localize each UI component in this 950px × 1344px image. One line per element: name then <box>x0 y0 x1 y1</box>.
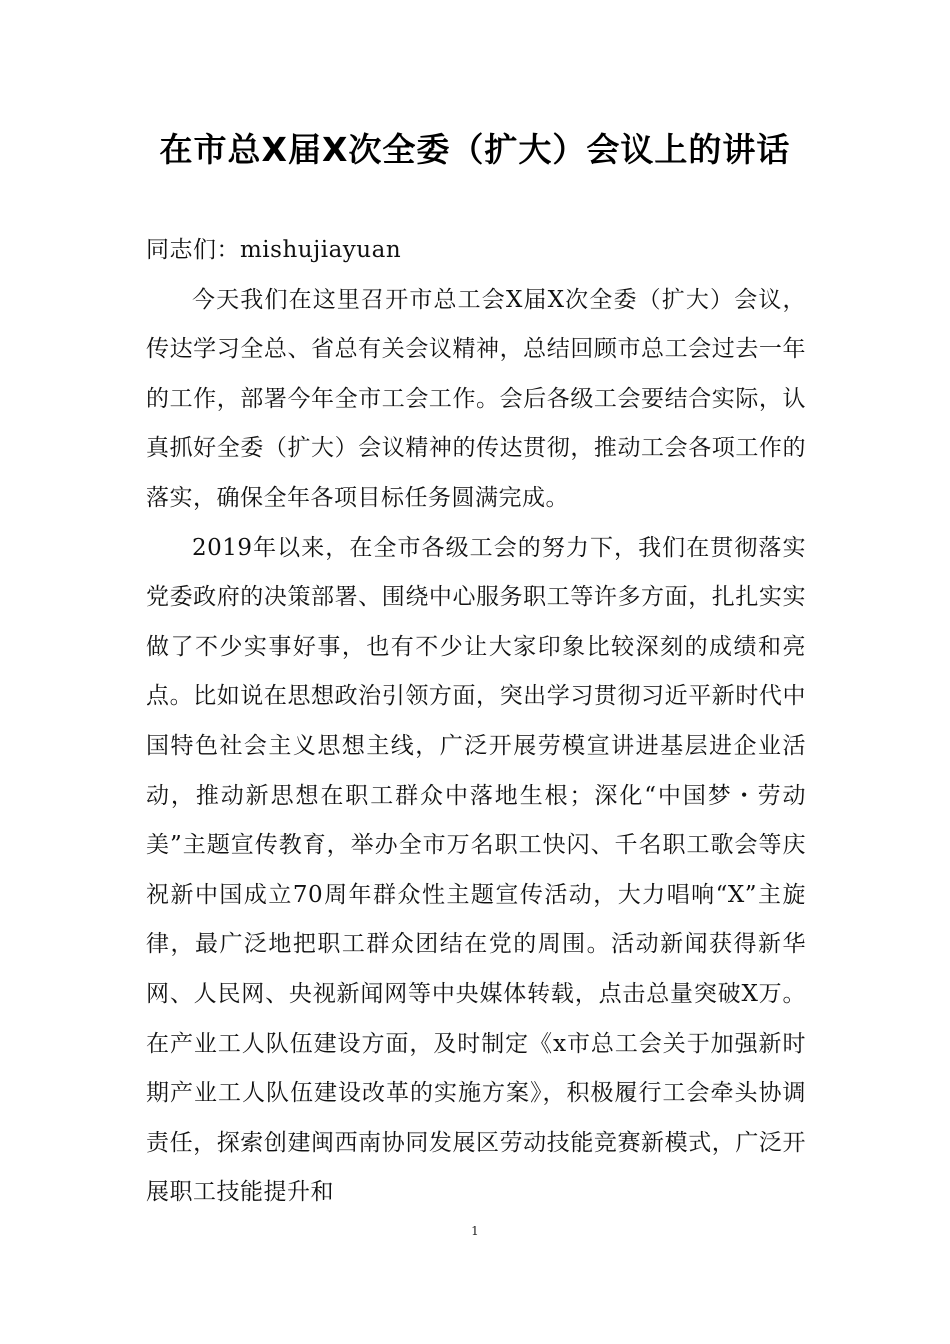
paragraph-1: 今天我们在这里召开市总工会X届X次全委（扩大）会议，传达学习全总、省总有关会议精神，总结回顾市总工会过去一年的工作，部署今年全市工会工作。会后各级工会要结合实际，认真抓好全委（扩大）会议精神的传达贯彻，推动工会各项工作的落实，确保全年各项目标任务圆满完成。 <box>146 286 806 511</box>
page-number: 1 <box>471 1224 479 1238</box>
document-title: 在市总X届X次全委（扩大）会议上的讲话 <box>159 130 791 169</box>
paragraph-2: 2019年以来，在全市各级工会的努力下，我们在贯彻落实党委政府的决策部署、围绕中心服务职工等许多方面，扎扎实实做了不少实事好事，也有不少让大家印象比较深刻的成绩和亮点。比如说在思想政治引领方面，突出学习贯彻习近平新时代中国特色社会主义思想主线，广泛开展劳模宣讲进基层进企业活动，推动新思想在职工群众中落地生根；深化“中国梦・劳动美”主题宣传教育，举办全市万名职工快闪、千名职工歌会等庆祝新中国成立70周年群众性主题宣传活动，大力唱响“X”主旋律，最广泛地把职工群众团结在党的周围。活动新闻获得新华网、人民网、央视新闻网等中央媒体转载，点击总量突破X万。在产业工人队伍建设方面，及时制定《x市总工会关于加强新时期产业工人队伍建设改革的实施方案》，积极履行工会牵头协调责任，探索创建闽西南协同发展区劳动技能竞赛新模式，广泛开展职工技能提升和 <box>146 534 806 1206</box>
salutation: 同志们：mishujiayuan <box>146 237 402 263</box>
document-body <box>146 226 806 1218</box>
